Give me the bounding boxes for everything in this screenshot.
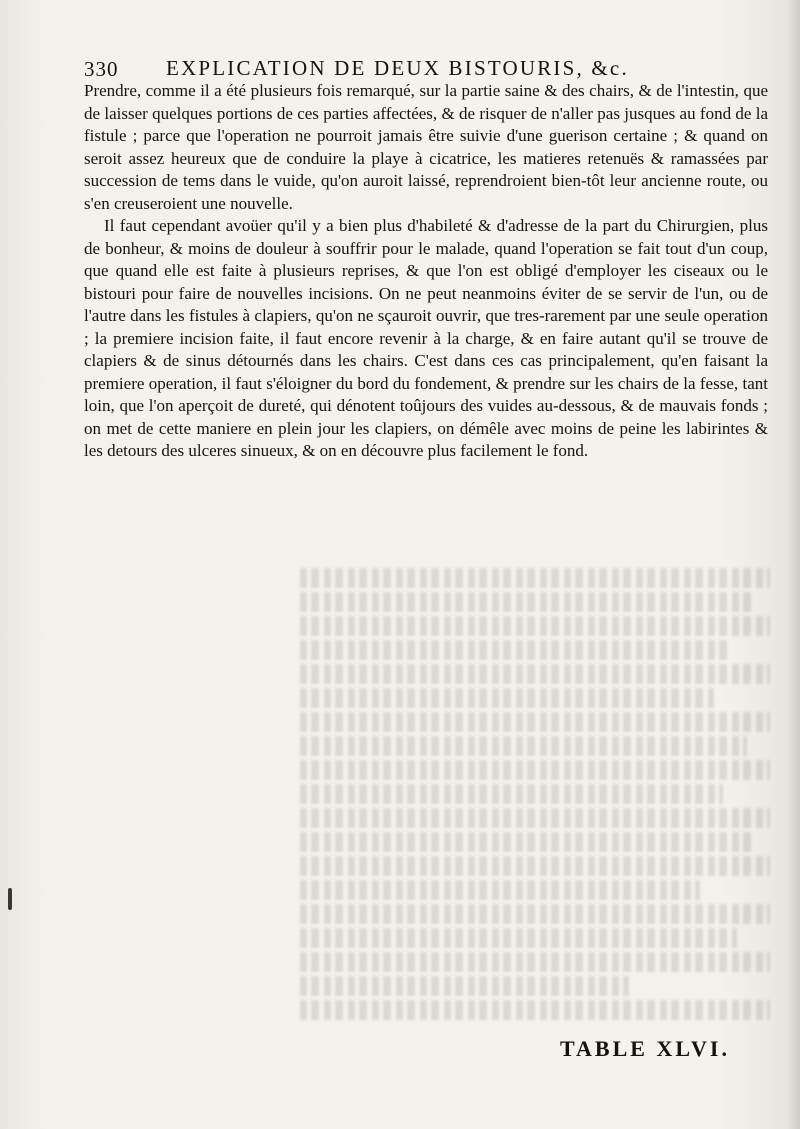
catchword: TABLE XLVI. [560, 1036, 730, 1061]
page-number: 330 [84, 57, 119, 81]
running-title: EXPLICATION DE DEUX BISTOURIS, &c. [166, 56, 629, 80]
margin-ink-mark [8, 888, 12, 910]
paragraph-1: Prendre, comme il a été plusieurs fois remarqué, sur la partie saine & des chairs, & de l'intestin, que de laisser quelques portions de ces parties affectées, & de risquer de n'aller pas jusques au fond de la fistule ; parce que l'operation ne pourroit jamais être suivie d'une guerison certaine ; & quand on seroit assez heureux que de conduire la playe à cicatrice, les matieres retenuës & ramassées par succession de tems dans le vuide, qu'on auroit laissé, reprendroient bien-tôt leur ancienne route, ou s'en creuseroient une nouvelle. [84, 81, 768, 213]
reverse-side-bleed-through [300, 568, 770, 1038]
paragraph-2: Il faut cependant avoüer qu'il y a bien plus d'habileté & d'adresse de la part du Chirurgien, plus de bonheur, & moins de douleur à souffrir pour le malade, quand l'operation se fait tout d'un coup, que quand elle est faite à plusieurs reprises, & que l'on est obligé d'employer les ciseaux ou le bistouri pour faire de nouvelles incisions. On ne peut neanmoins éviter de se servir de l'un, ou de l'autre dans les fistules à clapiers, qu'on ne sçauroit ouvrir, que tres-rarement par une seule operation ; la premiere incision faite, il faut encore revenir à la charge, & en faire autant qu'il se trouve de clapiers & de sinus détournés dans les chairs. C'est dans ces cas principalement, qu'en faisant la premiere operation, il faut s'éloigner du bord du fondement, & prendre sur les chairs de la fesse, tant loin, que l'on aperçoit de dureté, qui dénotent toûjours des vuides au-dessous, & de mauvais fonds ; on met de cette maniere en plein jour les clapiers, on démêle avec moins de peine les labirintes & les detours des ulceres sinueux, & on en découvre plus facilement le fond. [84, 216, 768, 460]
body-text [84, 80, 768, 463]
page-edge-shadow [786, 0, 800, 1129]
